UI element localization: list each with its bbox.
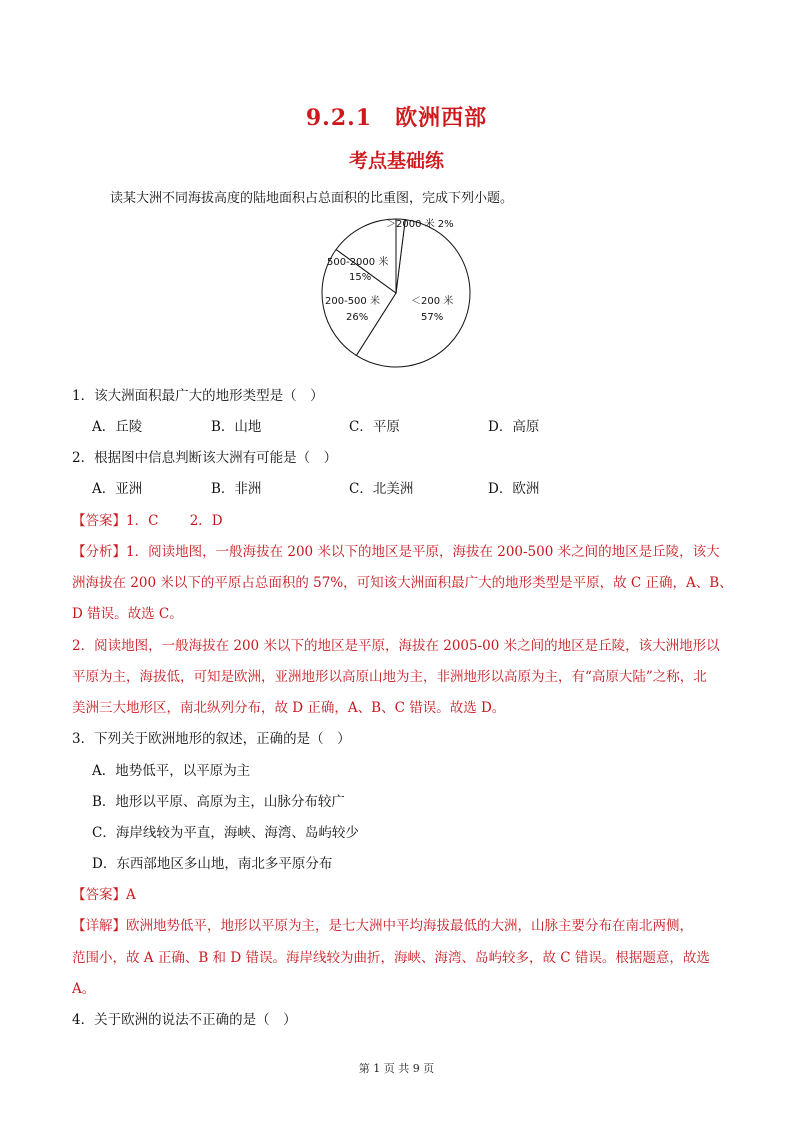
question-2-stem: 2．根据图中信息判断该大洲有可能是（ ） [72,450,338,466]
answer-3: 【答案】A [72,887,136,903]
detail-line-3: A。 [72,981,96,997]
question-3-stem: 3．下列关于欧洲地形的叙述，正确的是（ ） [72,731,351,747]
page-title: 9.2.1 欧洲西部 [305,105,488,131]
intro-text: 读某大洲不同海拔高度的陆地面积占总面积的比重图，完成下列小题。 [110,191,514,206]
detail-line-2: 范围小，故 A 正确、B 和 D 错误。海岸线较为曲折，海峡、海湾、岛屿较多，故 C 错误。根据题意，故选 [72,950,710,966]
q2-option-a: A．亚洲 [92,481,143,497]
analysis-line-6: 美洲三大地形区，南北纵列分布，故 D 正确，A、B、C 错误。故选 D。 [72,700,506,716]
question-1-stem: 1．该大洲面积最广大的地形类型是（ ） [72,388,324,404]
label-200-500: 200-500 米 [325,296,380,307]
detail-line-1: 【详解】欧洲地势低平，地形以平原为主，是七大洲中平均海拔最低的大洲，山脉主要分布在南北两侧， [72,918,693,934]
label-200-500-pct: 26% [346,312,369,323]
label-gt2000: ＞2000 米 2% [386,219,454,230]
answer-1-2: 【答案】1．C 2．D [72,513,223,529]
q1-option-d: D．高原 [488,419,540,435]
label-lt200-pct: 57% [421,312,444,323]
question-4-stem: 4．关于欧洲的说法不正确的是（ ） [72,1012,297,1028]
analysis-line-5: 平原为主，海拔低，可知是欧洲，亚洲地形以高原山地为主，非洲地形以高原为主，有“高原大陆”之称，北 [72,669,707,685]
analysis-line-3: D 错误。故选 C。 [72,606,183,622]
q3-option-d: D．东西部地区多山地，南北多平原分布 [92,856,333,872]
q2-option-b: B．非洲 [211,481,262,497]
pie-chart [300,210,500,380]
q1-option-a: A．丘陵 [92,419,143,435]
label-500-2000-pct: 15% [349,272,372,283]
label-lt200: ＜200 米 [411,296,454,307]
analysis-line-1: 【分析】1．阅读地图，一般海拔在 200 米以下的地区是平原，海拔在 200-500 米之间的地区是丘陵，该大 [72,544,720,560]
q1-option-c: C．平原 [349,419,400,435]
q1-option-b: B．山地 [211,419,262,435]
q3-option-a: A．地势低平，以平原为主 [92,763,251,779]
analysis-line-2: 洲海拔在 200 米以下的平原占总面积的 57%，可知该大洲面积最广大的地形类型是平原，故 C 正确，A、B、 [72,575,733,591]
page-footer: 第 1 页 共 9 页 [358,1062,435,1075]
analysis-line-4: 2．阅读地图，一般海拔在 200 米以下的地区是平原，海拔在 2005-00 米之间的地区是丘陵，该大洲地形以 [72,638,720,654]
q3-option-b: B．地形以平原、高原为主，山脉分布较广 [92,794,345,810]
q3-option-c: C．海岸线较为平直，海峡、海湾、岛屿较少 [92,825,359,841]
label-500-2000: 500-2000 米 [327,257,389,268]
q2-option-c: C．北美洲 [349,481,414,497]
page-subtitle: 考点基础练 [348,150,444,172]
q2-option-d: D．欧洲 [488,481,540,497]
